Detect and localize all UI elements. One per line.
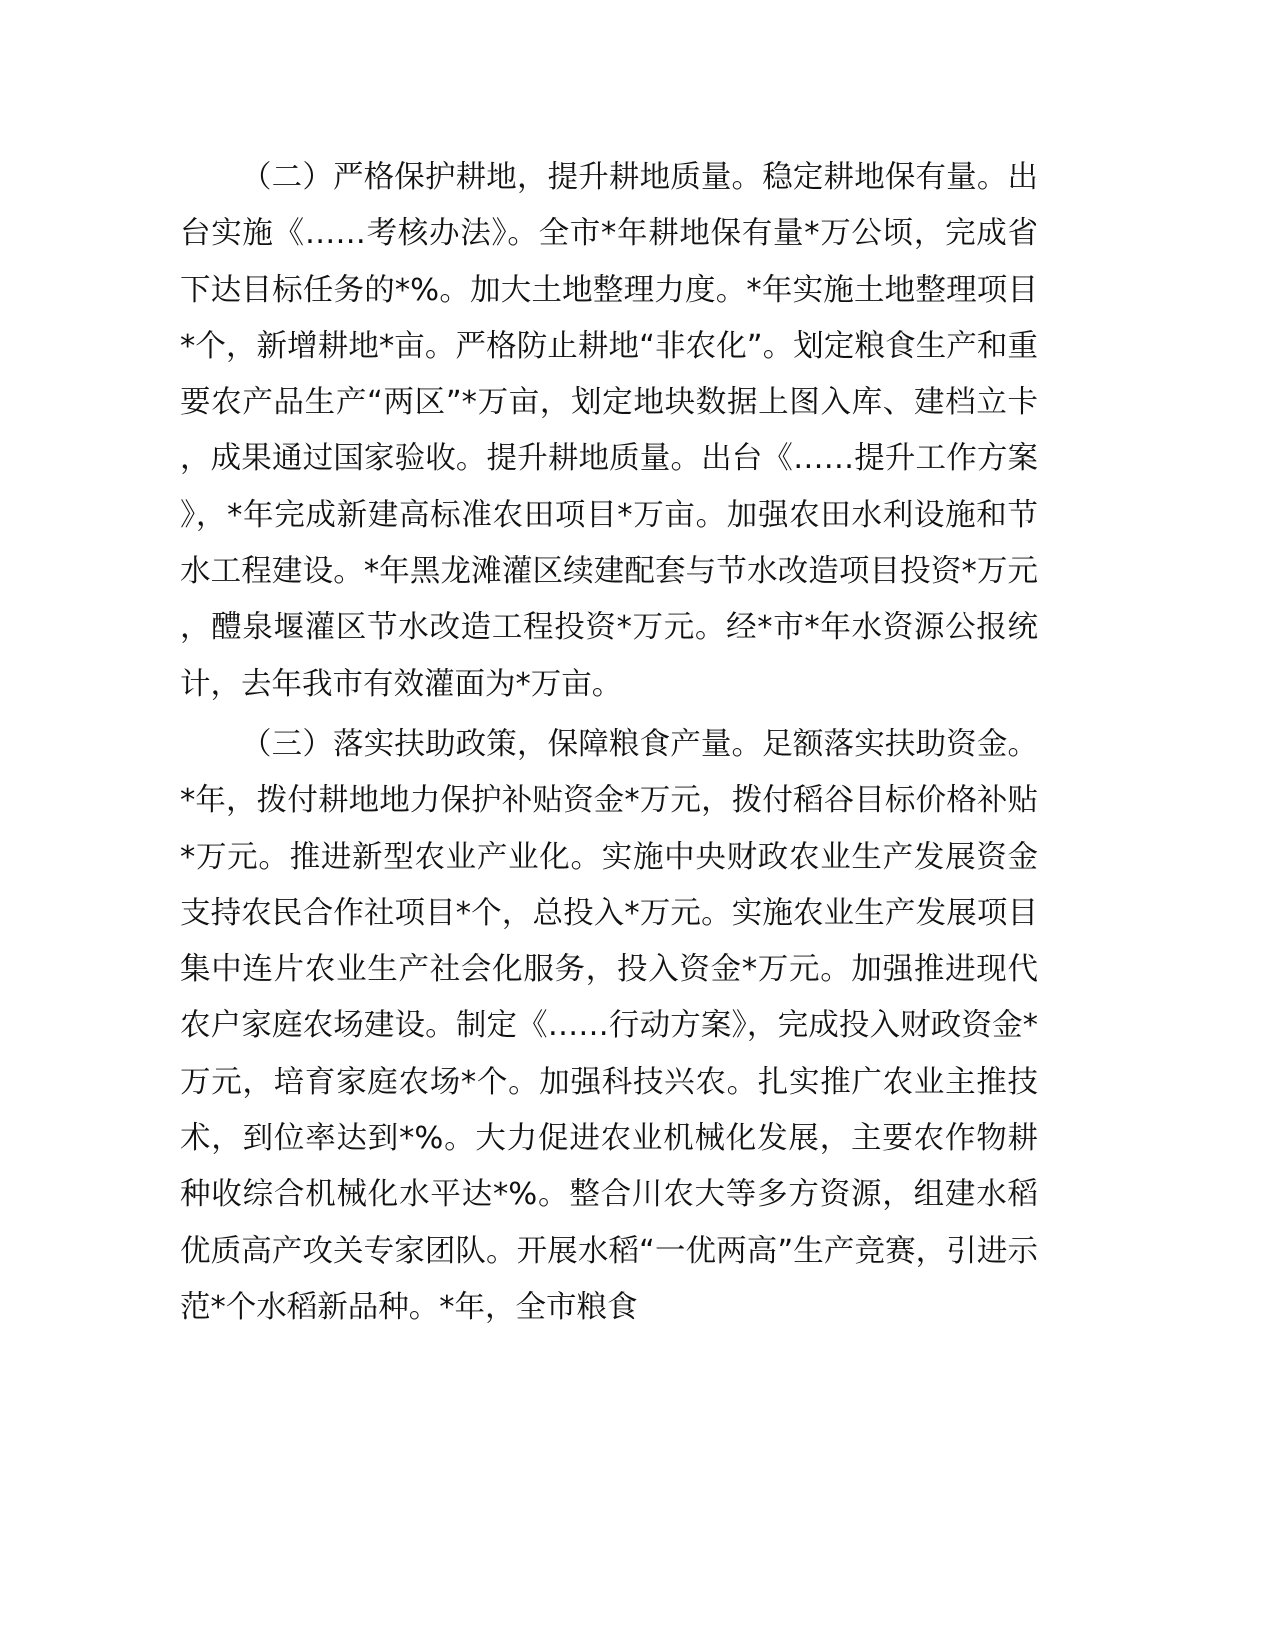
document-body	[180, 150, 1038, 1336]
paragraph-farmland-protection: （二）严格保护耕地，提升耕地质量。稳定耕地保有量。出台实施《……考核办法》。全市*年耕地保有量*万公顷，完成省下达目标任务的*%。加大土地整理力度。*年实施土地整理项目*个，新增耕地*亩。严格防止耕地“非农化”。划定粮食生产和重要农产品生产“两区”*万亩，划定地块数据上图入库、建档立卡，成果通过国家验收。提升耕地质量。出台《……提升工作方案》，*年完成新建高标准农田项目*万亩。加强农田水利设施和节水工程建设。*年黑龙滩灌区续建配套与节水改造项目投资*万元，醴泉堰灌区节水改造工程投资*万元。经*市*年水资源公报统计，去年我市有效灌面为*万亩。	[180, 160, 1038, 702]
paragraph-support-policy: （三）落实扶助政策，保障粮食产量。足额落实扶助资金。*年，拨付耕地地力保护补贴资金*万元，拨付稻谷目标价格补贴*万元。推进新型农业产业化。实施中央财政农业生产发展资金支持农民合作社项目*个，总投入*万元。实施农业生产发展项目集中连片农业生产社会化服务，投入资金*万元。加强推进现代农户家庭农场建设。制定《……行动方案》，完成投入财政资金*万元，培育家庭农场*个。加强科技兴农。扎实推广农业主推技术，到位率达到*%。大力促进农业机械化发展，主要农作物耕种收综合机械化水平达*%。整合川农大等多方资源，组建水稻优质高产攻关专家团队。开展水稻“一优两高”生产竞赛，引进示范*个水稻新品种。*年，全市粮食	[180, 726, 1038, 1325]
